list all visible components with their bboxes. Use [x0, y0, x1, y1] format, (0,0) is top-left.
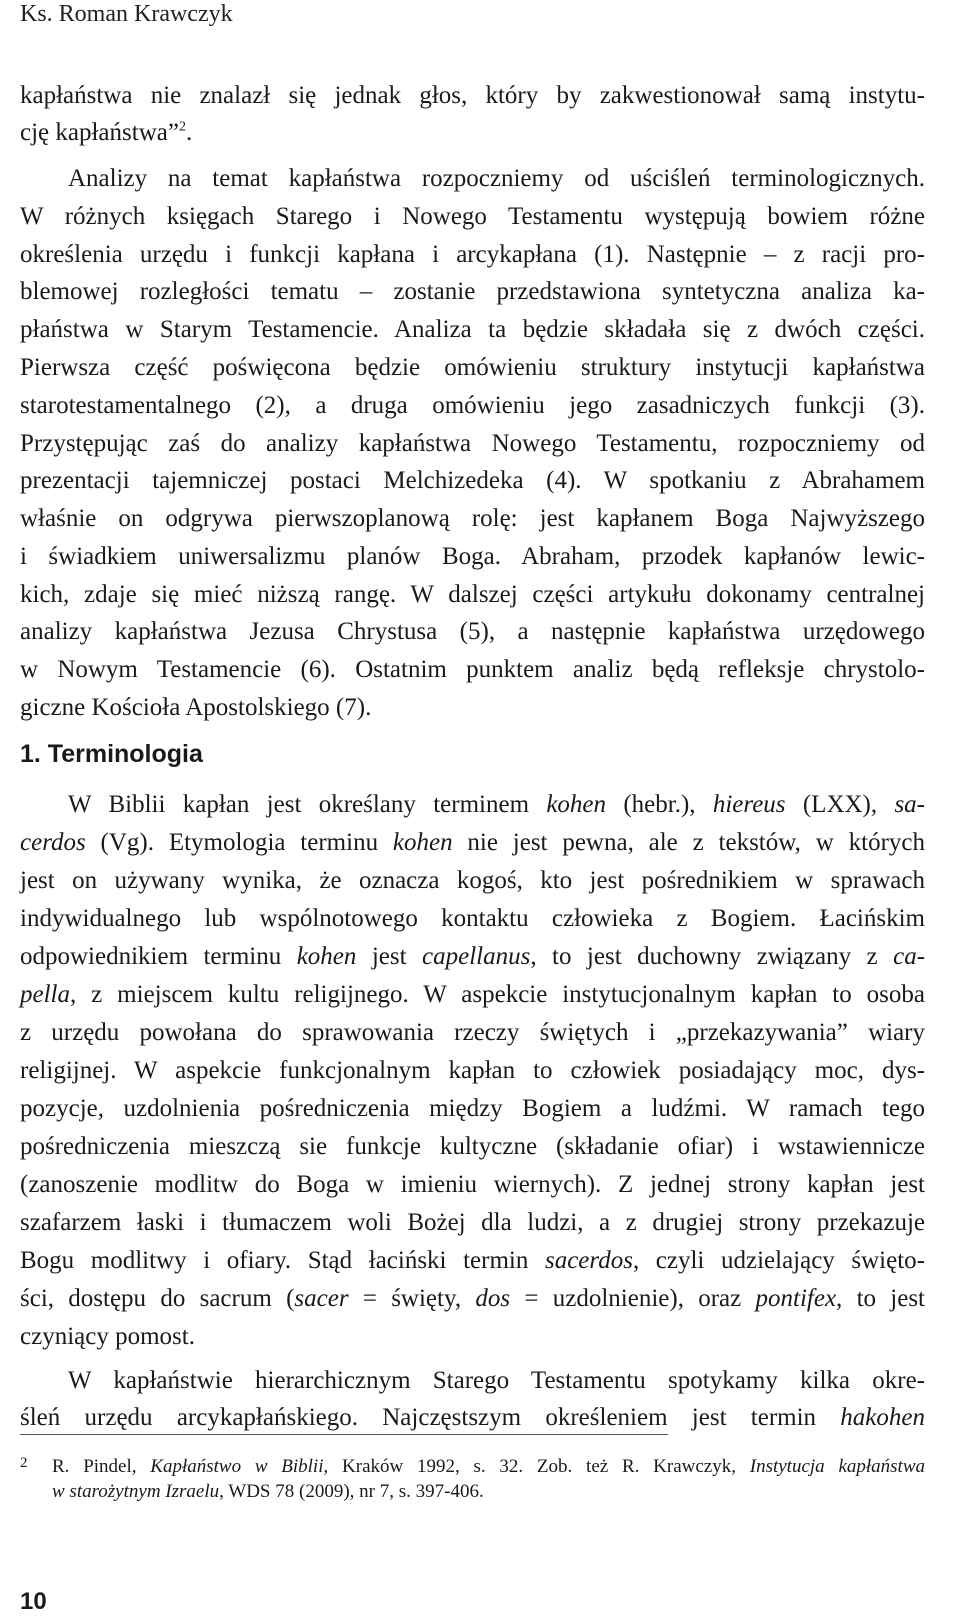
- text-line: kich, zdaje się mieć niższą rangę. W dalszej części artykułu dokonamy centralnej: [20, 581, 925, 608]
- text-line: pozycje, uzdolnienia pośredniczenia między Bogiem a ludźmi. W ramach tego: [20, 1095, 925, 1122]
- text-line: W kapłaństwie hierarchicznym Starego Testamentu spotykamy kilka okre-: [68, 1367, 925, 1394]
- text-line: religijnej. W aspekcie funkcjonalnym kapłan to człowiek posiadający moc, dys-: [20, 1057, 925, 1084]
- footnote-divider: [20, 1434, 668, 1435]
- text-line: w Nowym Testamencie (6). Ostatnim punktem analiz będą refleksje chrystolo-: [20, 656, 925, 683]
- text-line: określenia urzędu i funkcji kapłana i arcykapłana (1). Następnie – z racji pro-: [20, 241, 925, 268]
- footnote-line: w starożytnym Izraelu, WDS 78 (2009), nr 7, s. 397-406.: [52, 1481, 484, 1502]
- text-line: pośredniczenia mieszczą sie funkcje kultyczne (składanie ofiar) i wstawiennicze: [20, 1133, 925, 1160]
- text-line: starotestamentalnego (2), a druga omówieniu jego zasadniczych funkcji (3).: [20, 392, 925, 419]
- text-line: (zanoszenie modlitw do Boga w imieniu wiernych). Z jednej strony kapłan jest: [20, 1171, 925, 1198]
- text-line: kapłaństwa nie znalazł się jednak głos, który by zakwestionował samą instytu-: [20, 82, 925, 109]
- text-line: jest on używany wynika, że oznacza kogoś, kto jest pośrednikiem w sprawach: [20, 867, 925, 894]
- running-header: Ks. Roman Krawczyk: [20, 1, 233, 27]
- page-number: 10: [20, 1588, 47, 1615]
- footnote-line: R. Pindel, Kapłaństwo w Biblii, Kraków 1992, s. 32. Zob. też R. Krawczyk, Instytucja kapłaństwa: [52, 1456, 925, 1477]
- footnote-number: 2: [20, 1455, 28, 1471]
- text-line: Pierwsza część poświęcona będzie omówieniu struktury instytucji kapłaństwa: [20, 354, 925, 381]
- text-line: i świadkiem uniwersalizmu planów Boga. Abraham, przodek kapłanów lewic-: [20, 543, 925, 570]
- text-line: pella, z miejscem kultu religijnego. W aspekcie instytucjonalnym kapłan to osoba: [20, 981, 925, 1008]
- text-line: prezentacji tajemniczej postaci Melchizedeka (4). W spotkaniu z Abrahamem: [20, 467, 925, 494]
- text-line: indywidualnego lub wspólnotowego kontaktu człowieka z Bogiem. Łacińskim: [20, 905, 925, 932]
- text-line: z urzędu powołana do sprawowania rzeczy świętych i „przekazywania” wiary: [20, 1019, 925, 1046]
- text-line: płaństwa w Starym Testamencie. Analiza ta będzie składała się z dwóch części.: [20, 316, 925, 343]
- text-line: cerdos (Vg). Etymologia terminu kohen nie jest pewna, ale z tekstów, w których: [20, 829, 925, 856]
- text-line: właśnie on odgrywa pierwszoplanową rolę: jest kapłanem Boga Najwyższego: [20, 505, 925, 532]
- text-line: ści, dostępu do sacrum (sacer = święty, dos = uzdolnienie), oraz pontifex, to jest: [20, 1285, 926, 1312]
- text-line: czyniący pomost.: [20, 1323, 195, 1350]
- text-line: blemowej rozległości tematu – zostanie przedstawiona syntetyczna analiza ka-: [20, 278, 925, 305]
- text-line: szafarzem łaski i tłumaczem woli Bożej dla ludzi, a z drugiej strony przekazuje: [20, 1209, 925, 1236]
- text-line: Analizy na temat kapłaństwa rozpoczniemy od uściśleń terminologicznych.: [68, 165, 925, 192]
- text-line: W różnych księgach Starego i Nowego Testamentu występują bowiem różne: [20, 203, 925, 230]
- text-line: cję kapłaństwa”$^2$.: [20, 119, 193, 146]
- text-line: giczne Kościoła Apostolskiego (7).: [20, 694, 372, 721]
- section-heading: 1. Terminologia: [20, 740, 203, 768]
- text-line: Bogu modlitwy i ofiary. Stąd łaciński termin sacerdos, czyli udzielający święto-: [20, 1247, 926, 1274]
- footnote-ref[interactable]: 2: [178, 119, 186, 135]
- text-line: śleń urzędu arcykapłańskiego. Najczęstszym określeniem jest termin hakohen: [20, 1404, 925, 1431]
- text-line: analizy kapłaństwa Jezusa Chrystusa (5), a następnie kapłaństwa urzędowego: [20, 618, 925, 645]
- text-line: W Biblii kapłan jest określany terminem kohen (hebr.), hiereus (LXX), sa-: [68, 791, 925, 818]
- text-line: Przystępując zaś do analizy kapłaństwa Nowego Testamentu, rozpoczniemy od: [20, 430, 925, 457]
- text-line: odpowiednikiem terminu kohen jest capellanus, to jest duchowny związany z ca-: [20, 943, 926, 970]
